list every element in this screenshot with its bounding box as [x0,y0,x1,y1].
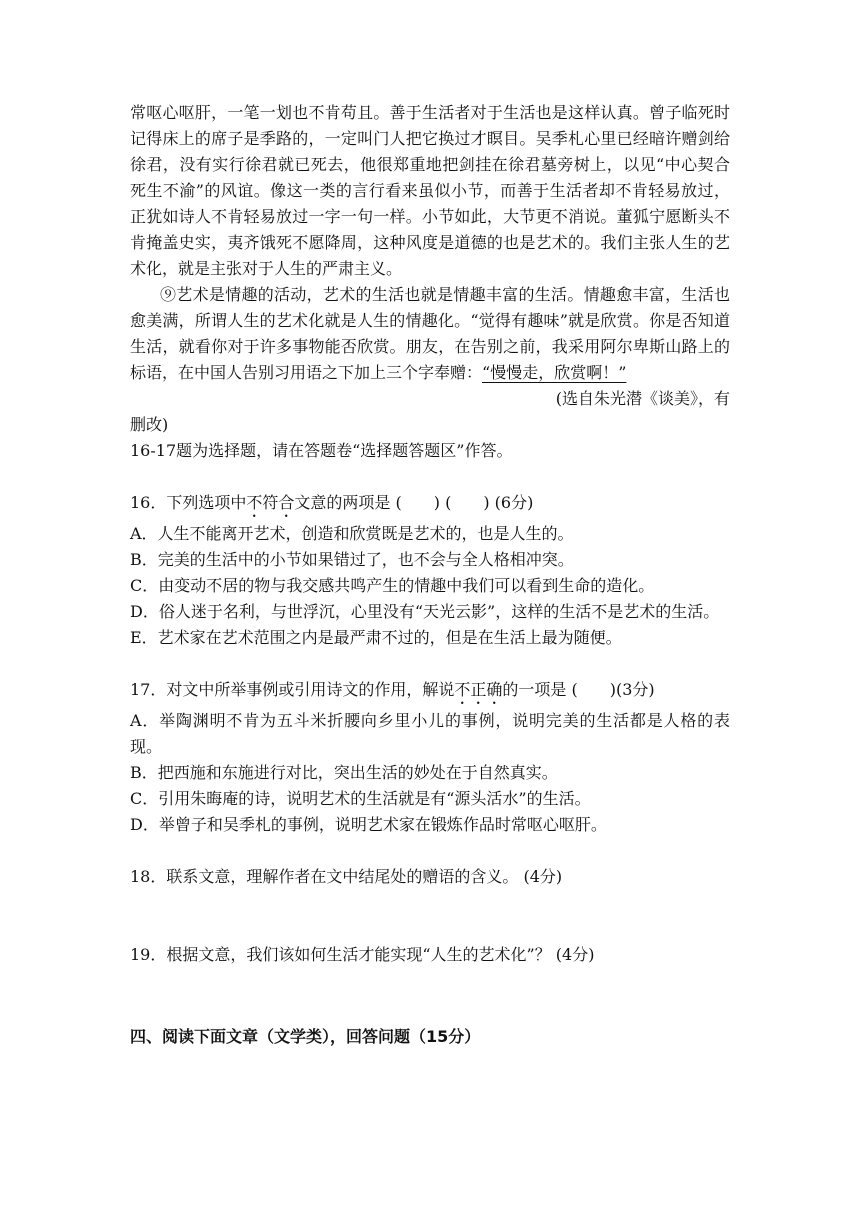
question-16-stem: 16．下列选项中不符合文意的两项是 ( ) ( ) (6分) [130,493,534,512]
question-17-option-d: D．举曾子和吴季札的事例，说明艺术家在锻炼作品时常呕心呕肝。 [130,815,607,834]
spacer [130,651,730,677]
question-16-option-b: B．完美的生活中的小节如果错过了，也不会与全人格相冲突。 [130,550,574,569]
paragraph-9-text: ⑨艺术是情趣的活动，艺术的生活也就是情趣丰富的生活。情趣愈丰富，生活也愈美满，所谓人生的艺术化就是人生的情趣化。“觉得有趣味”就是欣赏。你是否知道生活，就看你对于许多事物能否欣赏。朋友，在告别之前，我采用阿尔卑斯山路上的标语，在中国人告别习用语之下加上三个字奉赠： [130,285,730,382]
question-17-option-c: C．引用朱晦庵的诗，说明艺术的生活就是有“源头活水”的生活。 [130,789,591,808]
spacer [130,464,730,490]
question-17-option-b: B．把西施和东施进行对比，突出生活的妙处在于自然真实。 [130,763,558,782]
question-17-stem: 17．对文中所举事例或引用诗文的作用，解说不正确的一项是 ( )(3分) [130,680,655,699]
passage-paragraph-8: 常呕心呕肝，一笔一划也不肯苟且。善于生活者对于生活也是这样认真。曾子临死时记得床上的席子是季路的，一定叫门人把它换过才瞑目。吴季札心里已经暗许赠剑给徐君，没有实行徐君就已死去，他很郑重地把剑挂在徐君墓旁树上，以见“中心契合死生不渝”的风谊。像这一类的言行看来虽似小节，而善于生活者却不肯轻易放过，正犹如诗人不肯轻易放过一字一句一样。小节如此，大节更不消说。董狐宁愿断头不肯掩盖史实，夷齐饿死不愿降周，这种风度是道德的也是艺术的。我们主张人生的艺术化，就是主张对于人生的严肃主义。 [130,103,730,278]
answer-space-18 [130,890,730,942]
document-content [130,100,730,1050]
question-19: 19．根据文意，我们该如何生活才能实现“人生的艺术化”？ (4分) [130,945,595,964]
question-16-option-d: D．俗人迷于名利，与世浮沉，心里没有“天光云影”，这样的生活不是艺术的生活。 [130,602,720,621]
spacer [130,838,730,864]
passage-paragraph-9 [130,282,730,386]
question-16-option-e: E．艺术家在艺术范围之内是最严肃不过的，但是在生活上最为随便。 [130,628,622,647]
question-17-option-a: A．举陶渊明不肯为五斗米折腰向乡里小儿的事例，说明完美的生活都是人格的表现。 [130,711,730,756]
question-18: 18．联系文意，理解作者在文中结尾处的赠语的含义。 (4分) [130,867,563,886]
answer-space-19 [130,968,730,1024]
emphasis-mark: 确 [486,680,503,699]
section-4-heading: 四、阅读下面文章（文学类），回答问题（15分） [130,1027,481,1046]
question-16-option-c: C．由变动不居的物与我交感共鸣产生的情趣中我们可以看到生命的造化。 [130,576,655,595]
question-16-option-a: A．人生不能离开艺术，创造和欣赏既是艺术的，也是人生的。 [130,524,574,543]
emphasis-mark: 不 [454,680,471,699]
source-citation: (选自朱光潜《谈美》，有 [555,389,730,408]
emphasis-mark: 合 [278,493,295,512]
choice-instruction: 16-17题为选择题，请在答题卷“选择题答题区”作答。 [130,441,513,460]
closing-gift-quote: “慢慢走，欣赏啊！” [482,363,627,382]
emphasis-mark: 正 [470,680,487,699]
emphasis-mark: 不 [246,493,263,512]
source-citation-cont: 删改) [130,415,169,434]
